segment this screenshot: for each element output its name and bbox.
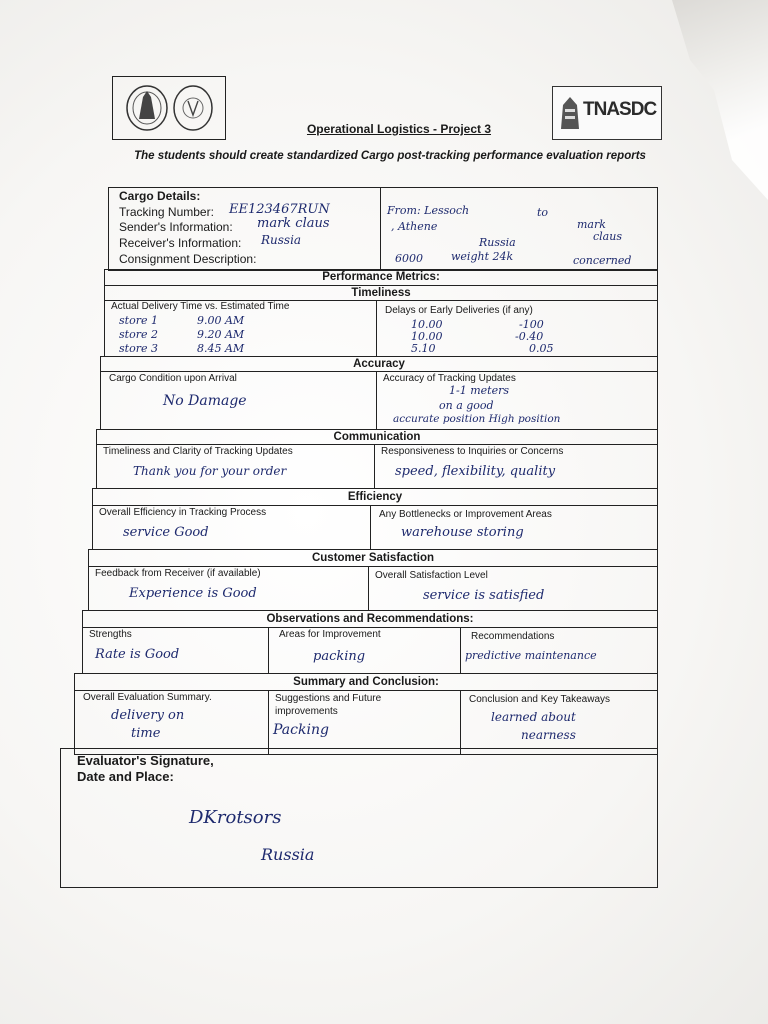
efficiency-heading: Efficiency — [93, 489, 657, 506]
strengths-label: Strengths — [89, 629, 132, 640]
sender-value: mark claus — [257, 216, 330, 231]
summary-section: Summary and Conclusion: Overall Evaluation Summary. delivery on time Suggestions and Future improvements Packing Conclusion and Key Takeaways learned about nearness — [74, 673, 658, 755]
communication-right-value: speed, flexibility, quality — [395, 464, 556, 479]
evaluator-signature: DKrotsors — [189, 807, 282, 828]
performance-heading: Performance Metrics: — [104, 269, 658, 286]
communication-section — [96, 429, 658, 489]
communication-left-label: Timeliness and Clarity of Tracking Updates — [103, 446, 293, 457]
satisfaction-left-value: Experience is Good — [129, 586, 257, 601]
observations-section — [82, 610, 658, 674]
signature-label: Evaluator's Signature, — [77, 753, 214, 768]
document-subtitle: The students should create standardized Cargo post-tracking performance evaluation reports — [134, 150, 646, 162]
efficiency-right-value: warehouse storing — [401, 525, 524, 540]
efficiency-right-label: Any Bottlenecks or Improvement Areas — [379, 509, 552, 520]
recommendations-value: predictive maintenance — [465, 649, 597, 662]
receiver-value: Russia — [261, 233, 302, 247]
suggestions-label: Suggestions and Future improvements — [275, 693, 382, 717]
sender-label: Sender's Information: — [119, 220, 233, 234]
suggestions-value: Packing — [273, 722, 329, 738]
timeliness-heading: Timeliness — [105, 286, 657, 301]
date-place-label: Date and Place: — [77, 769, 174, 784]
accuracy-heading: Accuracy — [101, 357, 657, 372]
efficiency-left-label: Overall Efficiency in Tracking Process — [99, 507, 267, 518]
logo-wordmark: TNASDC — [583, 99, 657, 120]
timeliness-left-label: Actual Delivery Time vs. Estimated Time — [111, 301, 290, 312]
cargo-heading: Cargo Details: — [119, 189, 201, 203]
satisfaction-right-value: service is satisfied — [423, 588, 545, 603]
accuracy-left-label: Cargo Condition upon Arrival — [109, 373, 237, 384]
consignment-label: Consignment Description: — [119, 252, 257, 266]
satisfaction-left-label: Feedback from Receiver (if available) — [95, 568, 261, 579]
cargo-details-section — [108, 187, 658, 271]
accuracy-section: Accuracy Cargo Condition upon Arrival No Damage Accuracy of Tracking Updates 1-1 meters on a good accurate position High position — [100, 356, 658, 430]
document-title: Operational Logistics - Project 3 — [306, 122, 492, 136]
evaluation-place: Russia — [261, 845, 315, 864]
strengths-value: Rate is Good — [95, 647, 180, 662]
cargo-right-notes: From: Lessoch to , Athene mark Russia claus 6000 weight 24k concerned — [387, 204, 632, 267]
communication-right-label: Responsiveness to Inquiries or Concerns — [381, 446, 564, 457]
improvement-label: Areas for Improvement — [279, 629, 381, 640]
efficiency-left-value: service Good — [123, 525, 209, 540]
satisfaction-heading: Customer Satisfaction — [89, 550, 657, 567]
communication-left-value: Thank you for your order — [133, 464, 287, 478]
timeliness-section: Timeliness Actual Delivery Time vs. Estimated Time store 1 9.00 AM store 2 9.20 AM store 3 8.45 AM Delays or Early Deliveries (if any) 10.00 -100 10.00 -0.40 5.10 0.05 — [104, 285, 658, 357]
efficiency-section — [92, 488, 658, 550]
conclusion-label: Conclusion and Key Takeaways — [469, 694, 611, 705]
accuracy-right-label: Accuracy of Tracking Updates — [383, 373, 516, 384]
signature-section — [60, 748, 658, 888]
receiver-label: Receiver's Information: — [119, 236, 242, 250]
observations-heading: Observations and Recommendations: — [83, 611, 657, 628]
accuracy-left-value: No Damage — [163, 393, 247, 409]
communication-heading: Communication — [97, 430, 657, 445]
recommendations-label: Recommendations — [471, 631, 555, 642]
summary-heading: Summary and Conclusion: — [75, 674, 657, 691]
timeliness-right-label: Delays or Early Deliveries (if any) — [385, 305, 533, 316]
satisfaction-section — [88, 549, 658, 611]
tracking-label: Tracking Number: — [119, 205, 214, 219]
improvement-value: packing — [313, 649, 366, 664]
evaluation-summary-label: Overall Evaluation Summary. — [83, 692, 212, 703]
satisfaction-right-label: Overall Satisfaction Level — [375, 570, 488, 581]
tracking-value: EE123467RUN — [229, 202, 330, 217]
